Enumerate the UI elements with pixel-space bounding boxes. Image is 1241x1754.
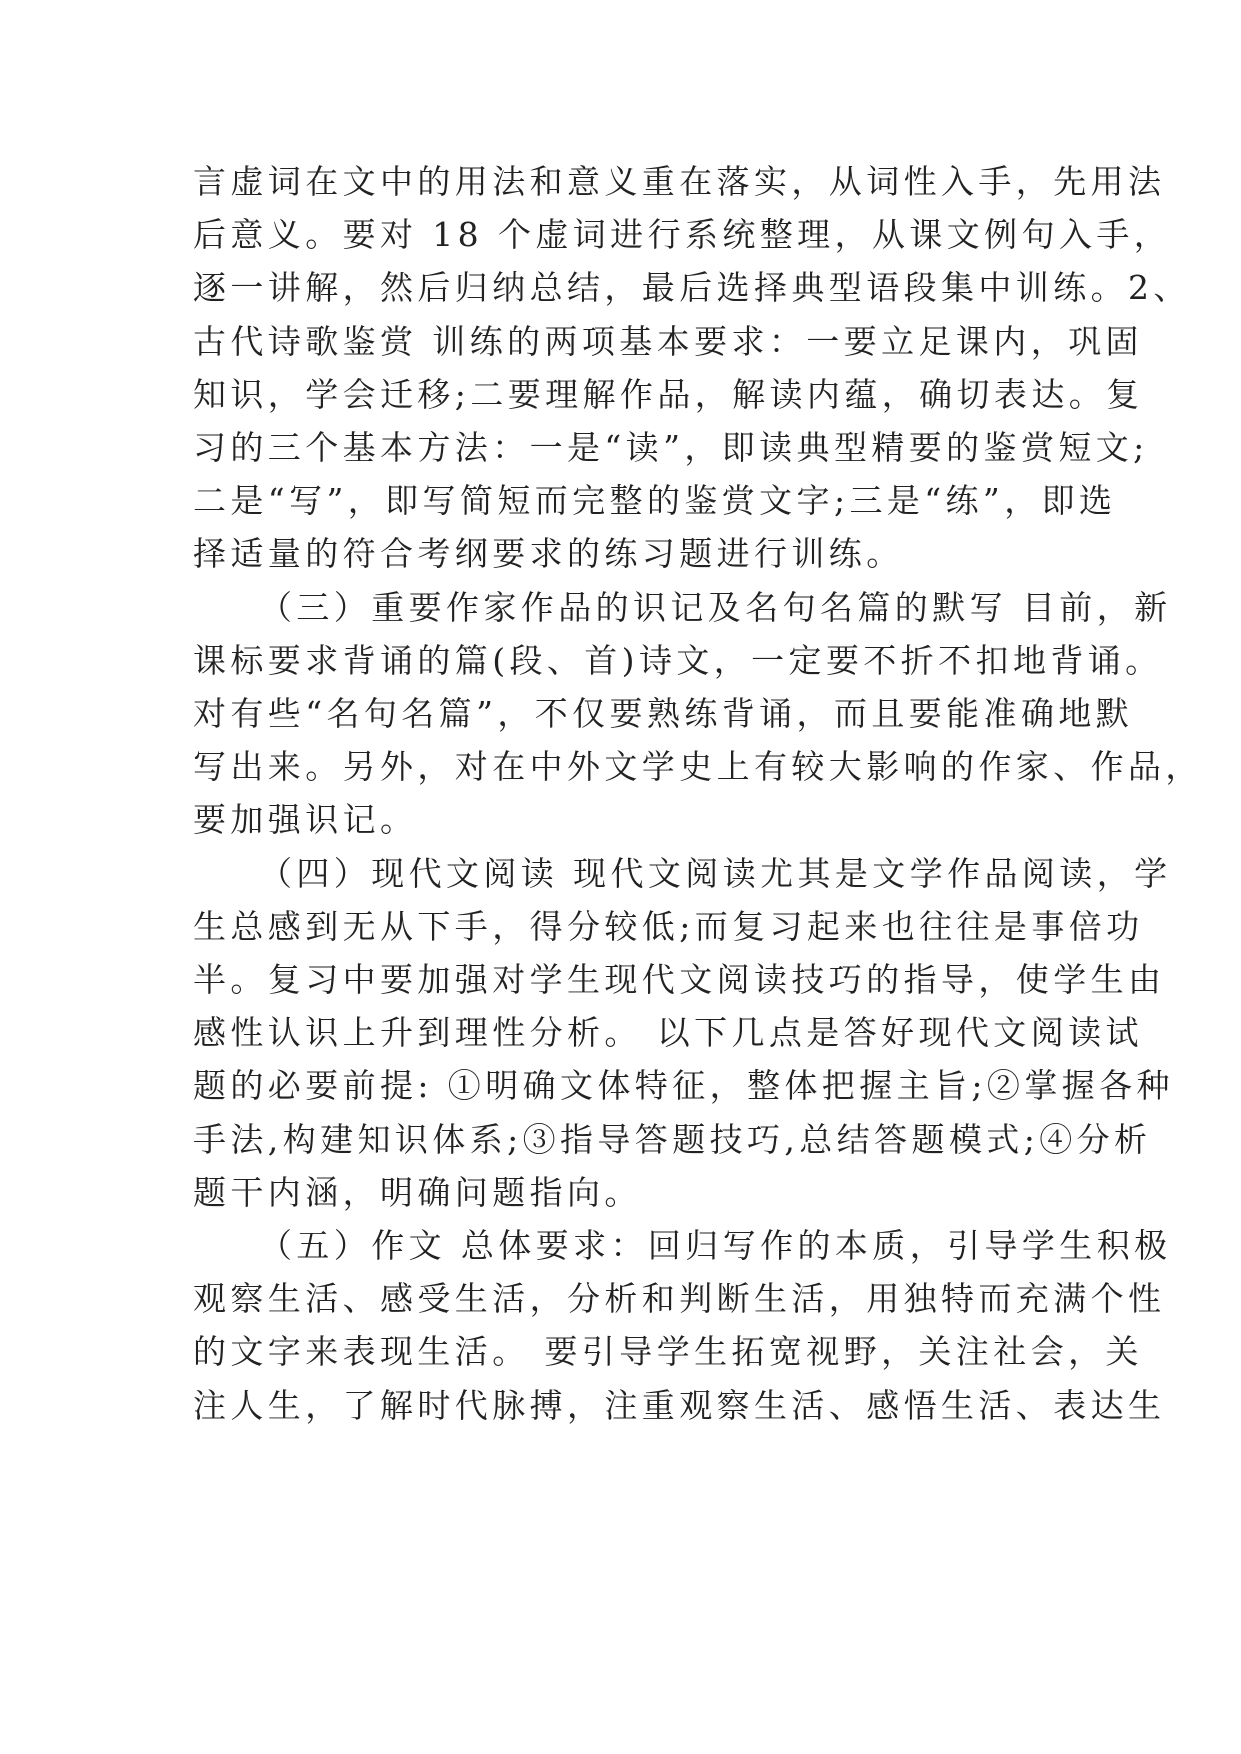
text-line: 生总感到无从下手，得分较低;而复习起来也往往是事倍功 xyxy=(193,907,1144,946)
text-line: 的文字来表现生活。 要引导学生拓宽视野，关注社会，关 xyxy=(193,1332,1143,1371)
text-line: 古代诗歌鉴赏 训练的两项基本要求：一要立足课内，巩固 xyxy=(193,322,1143,361)
text-line: 写出来。另外，对在中外文学史上有较大影响的作家、作品， xyxy=(193,747,1203,786)
text-line: 逐一讲解，然后归纳总结，最后选择典型语段集中训练。2、 xyxy=(193,268,1191,307)
text-line: 观察生活、感受生活，分析和判断生活，用独特而充满个性 xyxy=(193,1279,1166,1318)
text-line: 手法,构建知识体系;③指导答题技巧,总结答题模式;④分析 xyxy=(193,1120,1152,1159)
text-line: 言虚词在文中的用法和意义重在落实，从词性入手，先用法 xyxy=(193,162,1166,201)
text-line: 对有些“名句名篇”，不仅要熟练背诵，而且要能准确地默 xyxy=(193,694,1134,733)
text-line: 注人生，了解时代脉搏，注重观察生活、感悟生活、表达生 xyxy=(193,1386,1166,1425)
text-line: 二是“写”，即写简短而完整的鉴赏文字;三是“练”，即选 xyxy=(193,481,1117,520)
section-heading-line: （四）现代文阅读 现代文阅读尤其是文学作品阅读，学 xyxy=(259,854,1172,893)
text-line: 感性认识上升到理性分析。 以下几点是答好现代文阅读试 xyxy=(193,1013,1143,1052)
text-line: 知识，学会迁移;二要理解作品，解读内蕴，确切表达。复 xyxy=(193,375,1144,414)
section-heading-line: （五）作文 总体要求：回归写作的本质，引导学生积极 xyxy=(259,1226,1172,1265)
text-line: 课标要求背诵的篇(段、首)诗文，一定要不折不扣地背诵。 xyxy=(193,641,1163,680)
text-line: 后意义。要对 18 个虚词进行系统整理，从课文例句入手， xyxy=(193,215,1172,254)
text-line: 择适量的符合考纲要求的练习题进行训练。 xyxy=(193,534,904,573)
text-line: 题干内涵，明确问题指向。 xyxy=(193,1173,642,1212)
text-line: 半。复习中要加强对学生现代文阅读技巧的指导，使学生由 xyxy=(193,960,1166,999)
section-heading-line: （三）重要作家作品的识记及名句名篇的默写 目前，新 xyxy=(259,588,1172,627)
text-line: 习的三个基本方法：一是“读”，即读典型精要的鉴赏短文; xyxy=(193,428,1149,467)
text-line: 题的必要前提: ①明确文体特征，整体把握主旨;②掌握各种 xyxy=(193,1066,1174,1105)
text-line: 要加强识记。 xyxy=(193,800,418,839)
